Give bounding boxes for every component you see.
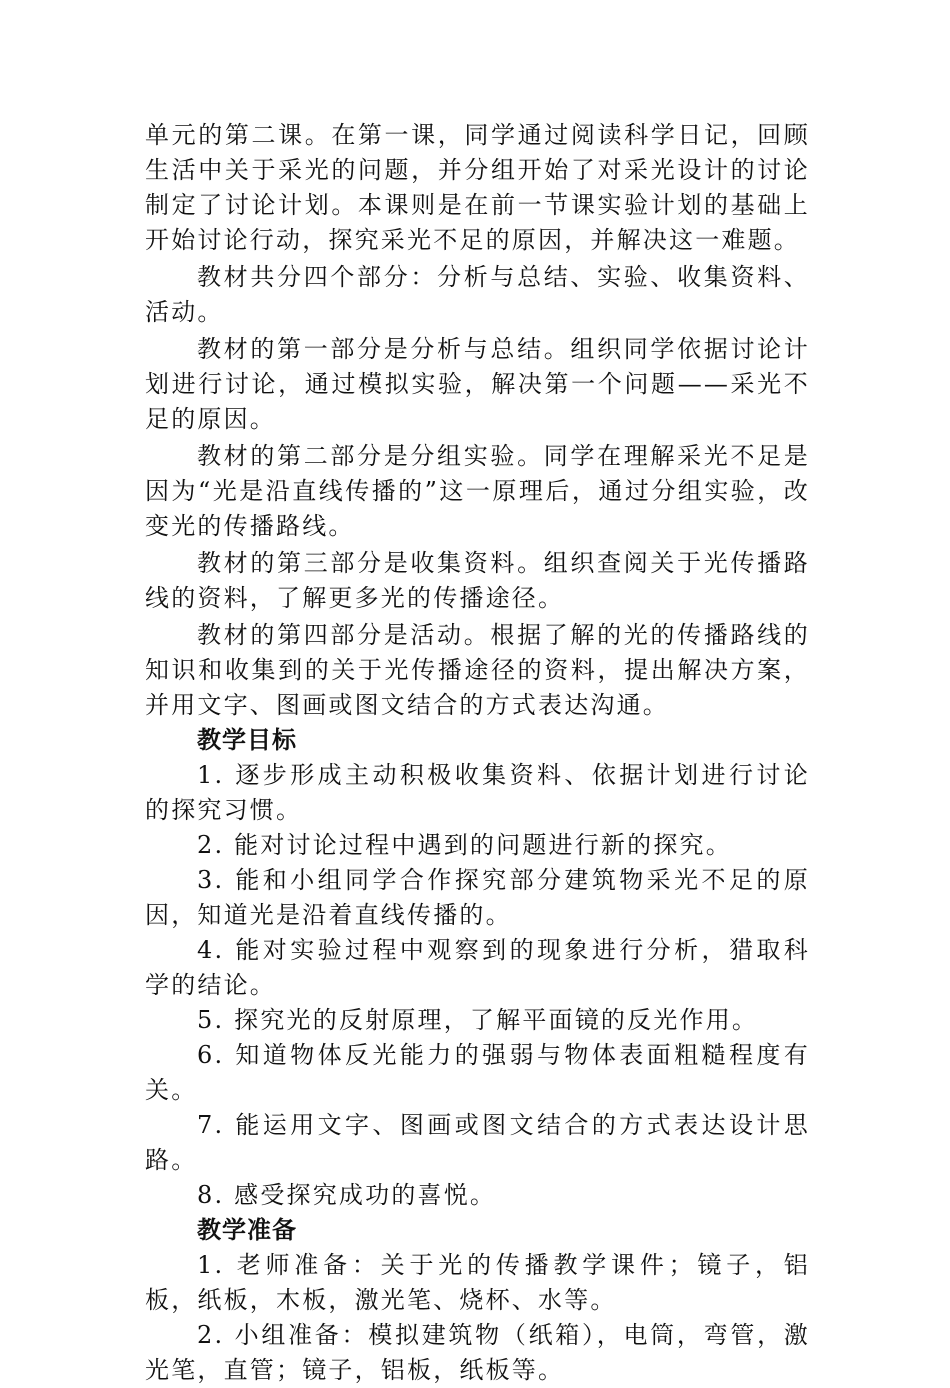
intro-paragraph-5: 教材的第三部分是收集资料。组织查阅关于光传播路线的资料，了解更多光的传播途径。: [145, 549, 810, 612]
intro-paragraph-6: 教材的第四部分是活动。根据了解的光的传播路线的知识和收集到的关于光传播途径的资料，提出解决方案，并用文字、图画或图文结合的方式表达沟通。: [145, 621, 810, 719]
prep-item-1: 1. 老师准备：关于光的传播教学课件；镜子，铝板，纸板，木板，激光笔、烧杯、水等。: [145, 1251, 810, 1314]
intro-paragraph-2: 教材共分四个部分：分析与总结、实验、收集资料、活动。: [145, 263, 810, 326]
intro-paragraph-1: 单元的第二课。在第一课，同学通过阅读科学日记，回顾生活中关于采光的问题，并分组开始了对采光设计的讨论制定了讨论计划。本课则是在前一节课实验计划的基础上开始讨论行动，探究采光不足的原因，并解决这一难题。: [145, 121, 810, 254]
goal-item-4: 4. 能对实验过程中观察到的现象进行分析，猎取科学的结论。: [145, 936, 810, 999]
goal-item-2: 2. 能对讨论过程中遇到的问题进行新的探究。: [197, 831, 732, 859]
prep-heading: 教学准备: [197, 1216, 297, 1244]
document-body: [145, 118, 810, 1388]
intro-paragraph-4: 教材的第二部分是分组实验。同学在理解采光不足是因为“光是沿直线传播的”这一原理后，通过分组实验，改变光的传播路线。: [145, 442, 810, 540]
goals-heading: 教学目标: [197, 726, 297, 754]
prep-item-2: 2. 小组准备：模拟建筑物（纸箱），电筒，弯管，激光笔，直管；镜子，铝板，纸板等。: [145, 1321, 810, 1384]
goal-item-1: 1. 逐步形成主动积极收集资料、依据计划进行讨论的探究习惯。: [145, 761, 810, 824]
intro-paragraph-3: 教材的第一部分是分析与总结。组织同学依据讨论计划进行讨论，通过模拟实验，解决第一个问题——采光不足的原因。: [145, 335, 810, 433]
goal-item-7: 7. 能运用文字、图画或图文结合的方式表达设计思路。: [145, 1111, 810, 1174]
goal-item-8: 8. 感受探究成功的喜悦。: [197, 1181, 497, 1209]
goal-item-6: 6. 知道物体反光能力的强弱与物体表面粗糙程度有关。: [145, 1041, 810, 1104]
goal-item-5: 5. 探究光的反射原理，了解平面镜的反光作用。: [197, 1006, 759, 1034]
goal-item-3: 3. 能和小组同学合作探究部分建筑物采光不足的原因，知道光是沿着直线传播的。: [145, 866, 810, 929]
